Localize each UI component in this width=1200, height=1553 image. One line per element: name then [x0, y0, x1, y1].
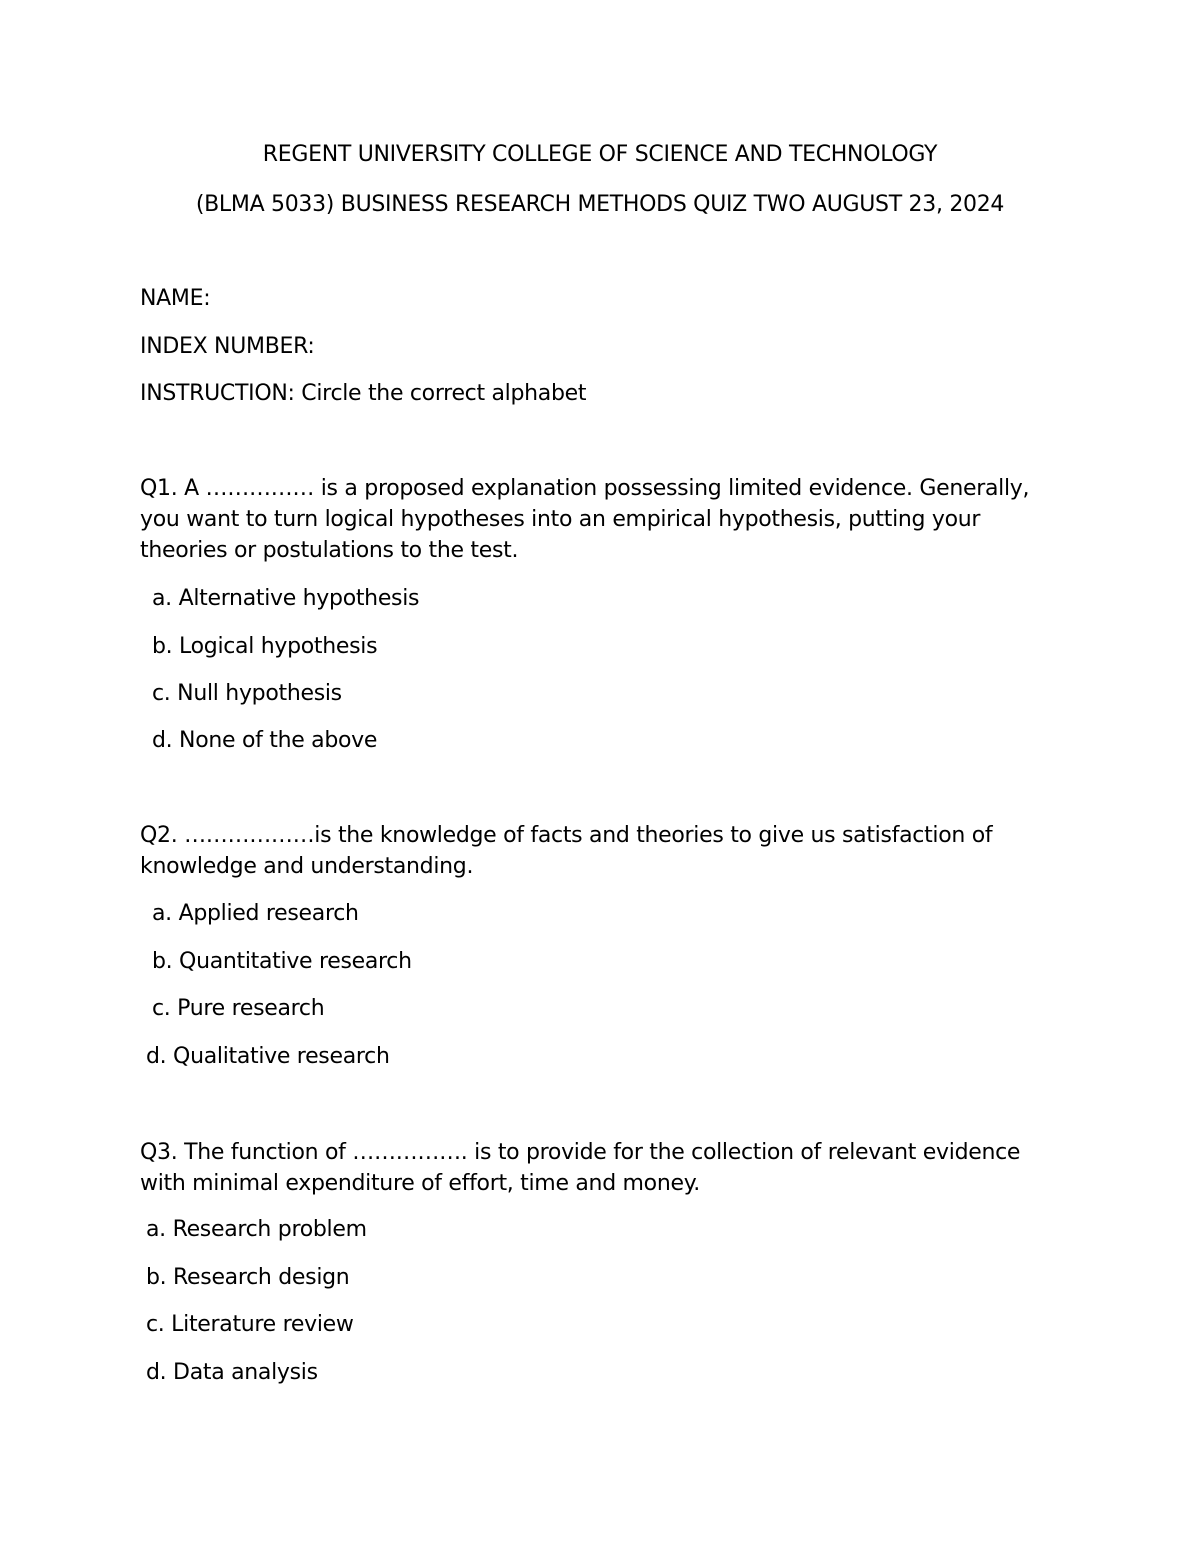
q2-option-d[interactable]: d. Qualitative research: [146, 1044, 390, 1069]
question-1-text: Q1. A …………… is a proposed explanation possessing limited evidence. Generally, you want to turn logical hypotheses into an empirical hypothesis, putting your theories or postulations to the test.: [140, 476, 1030, 563]
q2-option-a[interactable]: a. Applied research: [152, 901, 359, 926]
index-number-label: INDEX NUMBER:: [140, 334, 315, 359]
q2-option-b[interactable]: b. Quantitative research: [152, 949, 412, 974]
q2-option-c[interactable]: c. Pure research: [152, 996, 325, 1021]
question-3-text: Q3. The function of ……………. is to provide for the collection of relevant evidence with minimal expenditure of effort, time and money.: [140, 1140, 1021, 1196]
q1-option-b[interactable]: b. Logical hypothesis: [152, 634, 378, 659]
q1-option-d[interactable]: d. None of the above: [152, 728, 378, 753]
q3-option-b[interactable]: b. Research design: [146, 1265, 350, 1290]
q3-option-d[interactable]: d. Data analysis: [146, 1360, 318, 1385]
q1-option-c[interactable]: c. Null hypothesis: [152, 681, 342, 706]
question-2-text: Q2. ………………is the knowledge of facts and theories to give us satisfaction of knowledge and understanding.: [140, 823, 993, 879]
instruction-text: INSTRUCTION: Circle the correct alphabet: [140, 381, 587, 406]
name-label: NAME:: [140, 286, 211, 311]
institution-title: REGENT UNIVERSITY COLLEGE OF SCIENCE AND TECHNOLOGY: [262, 142, 938, 167]
q1-option-a[interactable]: a. Alternative hypothesis: [152, 586, 420, 611]
q3-option-a[interactable]: a. Research problem: [146, 1217, 367, 1242]
course-title: (BLMA 5033) BUSINESS RESEARCH METHODS QUIZ TWO AUGUST 23, 2024: [195, 192, 1005, 217]
q3-option-c[interactable]: c. Literature review: [146, 1312, 354, 1337]
